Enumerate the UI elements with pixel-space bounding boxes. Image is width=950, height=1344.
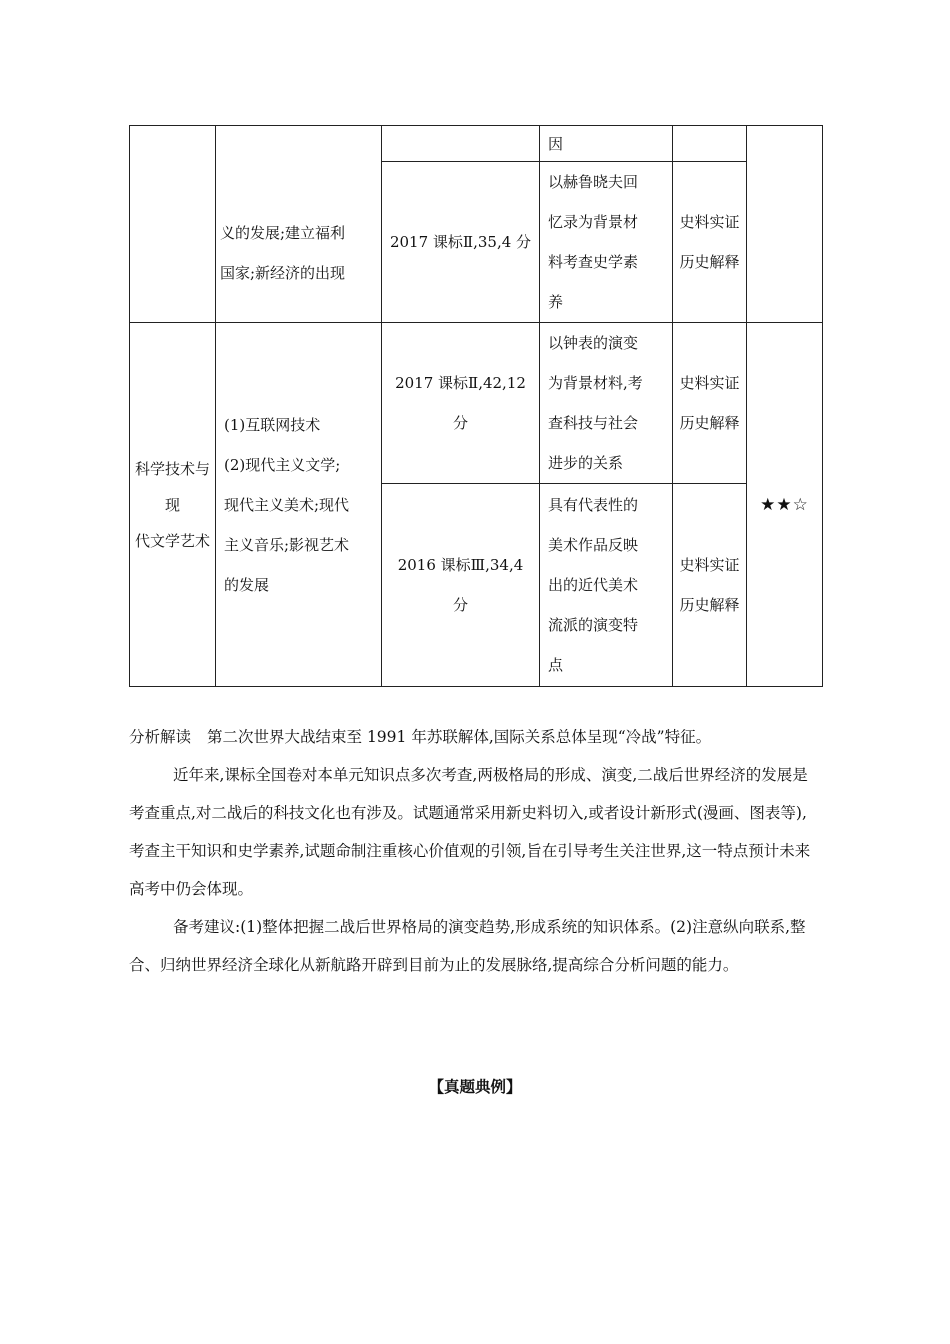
content-cell bbox=[216, 323, 382, 687]
knowledge-table bbox=[129, 125, 823, 687]
analysis-paragraph-3: 备考建议:(1)整体把握二战后世界格局的演变趋势,形成系统的知识体系。(2)注意纵向联系,整合、归纳世界经济全球化从新航路开辟到目前为止的发展脉络,提高综合分析问题的能力。 bbox=[129, 918, 806, 974]
section-title: 【真题典例】 bbox=[428, 1077, 522, 1096]
focus-line: 具有代表性的 bbox=[548, 496, 639, 514]
ability-line: 历史解释 bbox=[679, 253, 740, 271]
analysis-paragraph-2: 近年来,课标全国卷对本单元知识点多次考查,两极格局的形成、演变,二战后世界经济的发展是考查重点,对二战后的科技文化也有涉及。试题通常采用新史料切入,或者设计新形式(漫画、图表等),考查主干知识和史学素养,试题命制注重核心价值观的引领,旨在引导考生关注世界,这一特点预计未来高考中仍会体现。 bbox=[129, 766, 811, 898]
focus-line: 因 bbox=[548, 134, 564, 153]
topic-cell-empty bbox=[130, 126, 216, 323]
stars-cell-empty bbox=[747, 126, 823, 323]
focus-line: 以赫鲁晓夫回 bbox=[548, 173, 639, 191]
ability-line: 史料实证 bbox=[679, 213, 740, 231]
focus-cell bbox=[540, 323, 673, 484]
ability-line: 历史解释 bbox=[679, 596, 740, 614]
content-line: 义的发展;建立福利 bbox=[220, 224, 346, 242]
ability-cell bbox=[673, 126, 747, 162]
focus-line: 料考查史学素 bbox=[548, 253, 639, 271]
topic-line: 代文学艺术 bbox=[134, 531, 210, 550]
source-line: 分 bbox=[452, 596, 468, 614]
topic-line: 现 bbox=[164, 495, 180, 514]
analysis-paragraph-1: 第二次世界大战结束至 1991 年苏联解体,国际关系总体呈现“冷战”特征。 bbox=[207, 728, 712, 746]
focus-line: 流派的演变特 bbox=[548, 616, 639, 634]
difficulty-stars: ★★☆ bbox=[760, 494, 809, 515]
ability-cell bbox=[673, 323, 747, 484]
focus-line: 忆录为背景材 bbox=[548, 213, 639, 231]
focus-line: 进步的关系 bbox=[548, 454, 624, 472]
analysis-section bbox=[129, 718, 822, 984]
analysis-label: 分析解读 bbox=[129, 728, 192, 746]
focus-line: 出的近代美术 bbox=[548, 576, 639, 594]
content-line: (2)现代主义文学; bbox=[224, 455, 341, 474]
source-cell bbox=[382, 484, 540, 687]
focus-line: 养 bbox=[548, 293, 564, 311]
focus-line: 美术作品反映 bbox=[548, 536, 639, 554]
focus-cell bbox=[540, 162, 673, 323]
table-row bbox=[130, 323, 823, 484]
focus-cell bbox=[540, 484, 673, 687]
focus-line: 点 bbox=[548, 656, 564, 674]
source-cell: 2017 课标Ⅱ,35,4 分 bbox=[382, 162, 540, 323]
focus-cell bbox=[540, 126, 673, 162]
table-row bbox=[130, 126, 823, 162]
content-line: 的发展 bbox=[224, 575, 270, 594]
topic-cell bbox=[130, 323, 216, 687]
source-cell bbox=[382, 126, 540, 162]
content-line: (1)互联网技术 bbox=[224, 415, 321, 434]
focus-line: 以钟表的演变 bbox=[548, 334, 639, 352]
focus-line: 查科技与社会 bbox=[548, 414, 639, 432]
ability-cell bbox=[673, 162, 747, 323]
ability-cell bbox=[673, 484, 747, 687]
source-line: 2016 课标Ⅲ,34,4 bbox=[397, 556, 524, 574]
source-cell: 2017 课标Ⅱ,42,12 分 bbox=[382, 323, 540, 484]
focus-line: 为背景材料,考 bbox=[548, 374, 643, 392]
content-line: 国家;新经济的出现 bbox=[220, 264, 346, 282]
content-cell bbox=[216, 126, 382, 323]
analysis-lead bbox=[129, 718, 822, 756]
content-line: 现代主义美术;现代 bbox=[224, 495, 350, 514]
content-line: 主义音乐;影视艺术 bbox=[224, 535, 350, 554]
ability-line: 史料实证 bbox=[679, 556, 740, 574]
stars-cell bbox=[747, 323, 823, 687]
ability-line: 史料实证 bbox=[679, 374, 740, 392]
topic-line: 科学技术与 bbox=[134, 459, 210, 478]
ability-line: 历史解释 bbox=[679, 414, 740, 432]
